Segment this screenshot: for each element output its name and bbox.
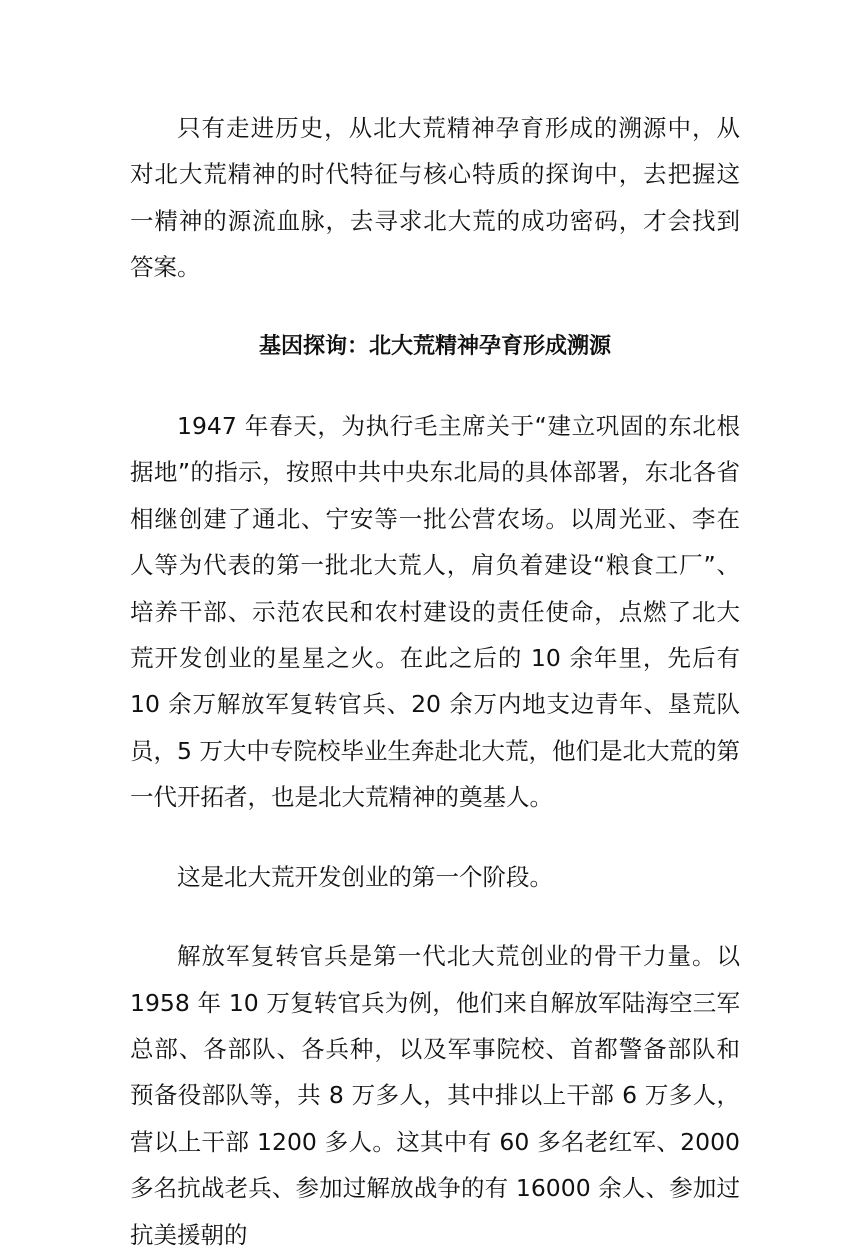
history-paragraph: 1947 年春天，为执行毛主席关于“建立巩固的东北根据地”的指示，按照中共中央东北局的具体部署，东北各省相继创建了通北、宁安等一批公营农场。以周光亚、李在人等为代表的第一批北大荒人，肩负着建设“粮食工厂”、培养干部、示范农民和农村建设的责任使命，点燃了北大荒开发创业的星星之火。在此之后的 10 余年里，先后有 10 余万解放军复转官兵、20 余万内地支边青年、垦荒队员，5 万大中专院校毕业生奔赴北大荒，他们是北大荒的第一代开拓者，也是北大荒精神的奠基人。 [130,412,740,812]
stage-paragraph: 这是北大荒开发创业的第一个阶段。 [177,862,553,891]
intro-paragraph: 只有走进历史，从北大荒精神孕育形成的溯源中，从对北大荒精神的时代特征与核心特质的探询中，去把握这一精神的源流血脉，去寻求北大荒的成功密码，才会找到答案。 [130,114,740,282]
veterans-paragraph: 解放军复转官兵是第一代北大荒创业的骨干力量。以 1958 年 10 万复转官兵为例，他们来自解放军陆海空三军总部、各部队、各兵种，以及军事院校、首都警备部队和预备役部队等，共 8 万多人，其中排以上干部 6 万多人，营以上干部 1200 多人。这其中有 60 多名老红军、2000 多名抗战老兵、参加过解放战争的有 16000 余人、参加过抗美援朝的 [130,942,740,1249]
section-heading: 基因探询：北大荒精神孕育形成溯源 [258,333,611,359]
document-page [130,105,740,1258]
